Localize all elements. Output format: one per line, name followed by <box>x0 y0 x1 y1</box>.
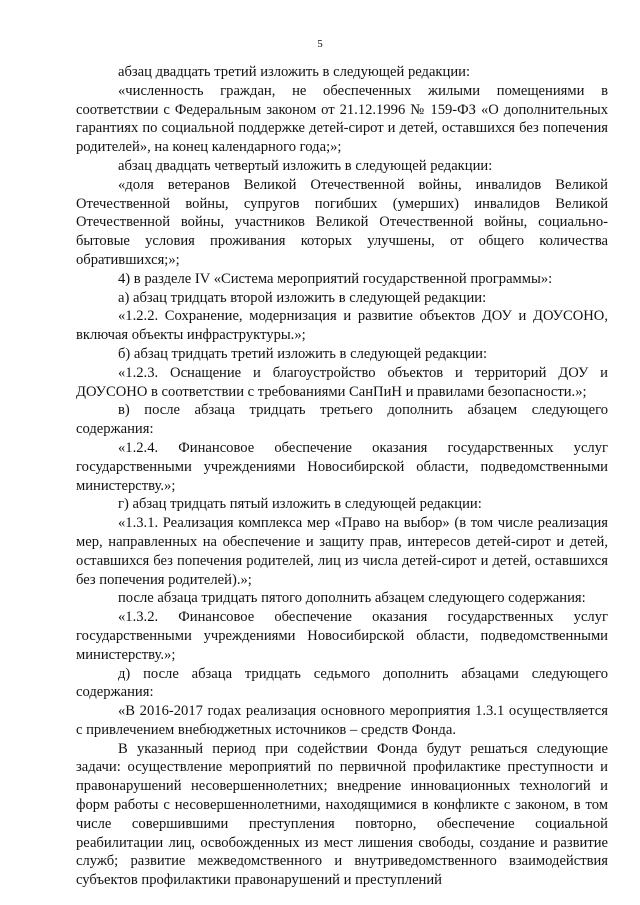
paragraph: абзац двадцать третий изложить в следующей редакции: <box>118 64 471 80</box>
paragraph: в) после абзаца тридцать третьего дополнить абзацем следующего содержания: <box>76 402 608 438</box>
paragraph: б) абзац тридцать третий изложить в следующей редакции: <box>118 345 487 362</box>
paragraph: д) после абзаца тридцать седьмого дополнить абзацами следующего содержания: <box>76 665 608 701</box>
paragraph: «доля ветеранов Великой Отечественной войны, инвалидов Великой Отечественной войны, супругов погибших (умерших) инвалидов Великой Отечественной войны, участников Великой Отечественной войны, социально-бытовые условия проживания которых улучшены, от общего количества обратившихся;»; <box>76 176 608 268</box>
paragraph: «численность граждан, не обеспеченных жилыми помещениями в соответствии с Федеральным законом от 21.12.1996 № 159-ФЗ «О дополнительных гарантиях по социальной поддержке детей-сирот и детей, оставшихся без попечения родителей», на конец календарного года;»; <box>76 82 608 156</box>
paragraph: «1.3.1. Реализация комплекса мер «Право на выбор» (в том числе реализация мер, направленных на обеспечение и защиту прав, интересов детей-сирот и детей, оставшихся без попечения родителей, лиц из числа детей-сирот и детей, оставшихся без попечения родителей).»; <box>76 515 608 588</box>
paragraph: 4) в разделе IV «Система мероприятий государственной программы»: <box>118 270 553 287</box>
paragraph: а) абзац тридцать второй изложить в следующей редакции: <box>118 289 487 306</box>
page-number: 5 <box>317 38 323 50</box>
paragraph: «1.2.3. Оснащение и благоустройство объектов и территорий ДОУ и ДОУСОНО в соответствии с требованиями СанПиН и правилами безопасности.»; <box>76 364 608 400</box>
paragraph: после абзаца тридцать пятого дополнить абзацем следующего содержания: <box>118 590 586 607</box>
paragraph: «1.2.4. Финансовое обеспечение оказания государственных услуг государственными учреждениями Новосибирской области, подведомственными министерству.»; <box>76 439 608 494</box>
paragraph: г) абзац тридцать пятый изложить в следующей редакции: <box>118 496 482 513</box>
document-body <box>76 63 608 890</box>
paragraph: «В 2016-2017 годах реализация основного мероприятия 1.3.1 осуществляется с привлечением внебюджетных источников – средств Фонда. <box>76 703 608 738</box>
paragraph: В указанный период при содействии Фонда будут решаться следующие задачи: осуществление мероприятий по первичной профилактике преступности и правонарушений несовершеннолетних; внедрение инновационных технологий и форм работы с несовершеннолетними, находящимися в конфликте с законом, в том числе совершившими преступления повторно, обеспечение социальной реабилитации лиц, освобожденных из мест лишения свободы, создание и развитие служб; развитие межведомственного и внутриведомственного взаимодействия субъектов профилактики правонарушений и преступлений <box>76 740 608 889</box>
paragraph: «1.2.2. Сохранение, модернизация и развитие объектов ДОУ и ДОУСОНО, включая объекты инфраструктуры.»; <box>76 308 608 344</box>
paragraph: «1.3.2. Финансовое обеспечение оказания государственных услуг государственными учреждениями Новосибирской области, подведомственными министерству.»; <box>76 609 608 663</box>
paragraph: абзац двадцать четвертый изложить в следующей редакции: <box>118 157 493 174</box>
